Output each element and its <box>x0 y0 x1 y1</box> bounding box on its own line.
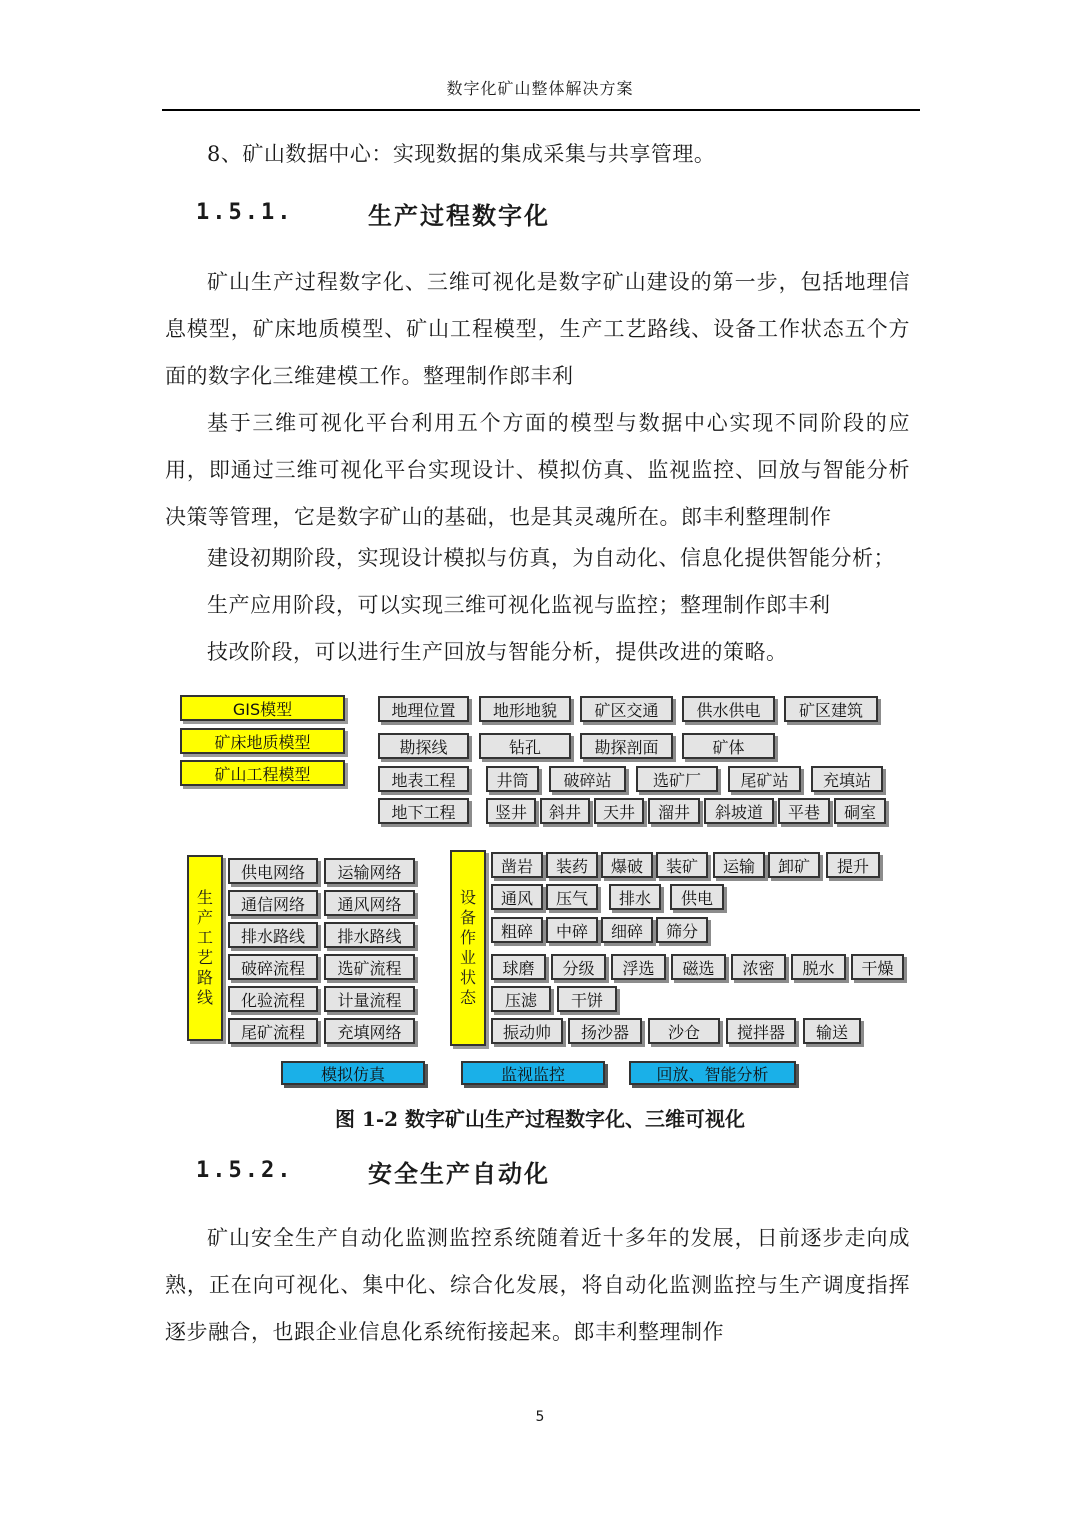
diagram-box: 竖井 <box>486 798 536 824</box>
diagram-box: 选矿流程 <box>324 954 415 980</box>
diagram-box: 斜坡道 <box>704 798 774 824</box>
diagram-box: 中碎 <box>546 917 598 943</box>
diagram-box: 天井 <box>594 798 644 824</box>
diagram-box: 扬沙器 <box>568 1018 642 1044</box>
diagram-box: 通信网络 <box>228 890 318 916</box>
diagram-model-box: GIS模型 <box>180 695 345 721</box>
diagram-box: 地下工程 <box>378 798 469 824</box>
diagram-function-box: 回放、智能分析 <box>629 1061 796 1085</box>
diagram-box: 输送 <box>803 1018 861 1044</box>
diagram-vertical-label: 生产工艺路线 <box>187 855 223 1041</box>
diagram-box: 破碎流程 <box>228 954 318 980</box>
diagram-box: 排水路线 <box>228 922 318 948</box>
diagram-box: 充填网络 <box>324 1018 415 1044</box>
paragraph-line: 生产应用阶段，可以实现三维可视化监视与监控；整理制作郎丰利 <box>207 593 831 617</box>
diagram-box: 装药 <box>546 852 598 878</box>
diagram-box: 供电网络 <box>228 858 318 884</box>
diagram-box: 干燥 <box>851 954 904 980</box>
diagram-box: 压滤 <box>491 986 551 1012</box>
diagram-box: 化验流程 <box>228 986 318 1012</box>
diagram-box: 地表工程 <box>378 766 469 792</box>
diagram-box: 压气 <box>546 884 598 910</box>
diagram-box: 粗碎 <box>491 917 543 943</box>
diagram-box: 浮选 <box>611 954 666 980</box>
diagram-function-box: 监视监控 <box>461 1061 605 1085</box>
diagram-box: 磁选 <box>671 954 726 980</box>
diagram-box: 爆破 <box>601 852 653 878</box>
diagram-box: 装矿 <box>656 852 708 878</box>
diagram-box: 钻孔 <box>479 733 571 759</box>
section-title: 安全生产自动化 <box>368 1159 550 1188</box>
diagram-box: 矿区建筑 <box>784 696 878 722</box>
diagram-box: 斜井 <box>540 798 590 824</box>
diagram-box: 计量流程 <box>324 986 415 1012</box>
diagram-box: 球磨 <box>491 954 546 980</box>
figure-caption: 图 1-2 数字矿山生产过程数字化、三维可视化 <box>334 1107 746 1131</box>
diagram-box: 干饼 <box>557 986 617 1012</box>
diagram-box: 卸矿 <box>768 852 820 878</box>
intro-line: 8、矿山数据中心：实现数据的集成采集与共享管理。 <box>207 142 716 166</box>
diagram-box: 井筒 <box>486 766 539 792</box>
diagram-box: 供电 <box>670 884 724 910</box>
diagram-box: 充填站 <box>811 766 883 792</box>
diagram-box: 分级 <box>551 954 606 980</box>
diagram-box: 平巷 <box>778 798 830 824</box>
diagram-box: 地形地貌 <box>479 696 571 722</box>
diagram-box: 浓密 <box>731 954 786 980</box>
diagram-box: 选矿厂 <box>636 766 718 792</box>
diagram-function-box: 模拟仿真 <box>281 1061 425 1085</box>
diagram-box: 矿区交通 <box>580 696 673 722</box>
diagram-box: 尾矿流程 <box>228 1018 318 1044</box>
paragraph-line: 技改阶段，可以进行生产回放与智能分析，提供改进的策略。 <box>207 640 788 664</box>
diagram-model-box: 矿床地质模型 <box>180 728 345 754</box>
diagram-box: 排水 <box>609 884 661 910</box>
diagram-box: 破碎站 <box>549 766 626 792</box>
diagram-box: 脱水 <box>791 954 846 980</box>
section-number: 1.5.2. <box>196 1158 294 1183</box>
diagram-box: 沙仓 <box>648 1018 720 1044</box>
diagram-box: 勘探剖面 <box>580 733 673 759</box>
diagram-vertical-label: 设备作业状态 <box>450 850 486 1046</box>
diagram-box: 地理位置 <box>378 696 469 722</box>
diagram-box: 勘探线 <box>378 733 469 759</box>
paragraph-line: 建设初期阶段，实现设计模拟与仿真，为自动化、信息化提供智能分析； <box>207 546 895 570</box>
diagram-box: 硐室 <box>834 798 886 824</box>
diagram-box: 尾矿站 <box>728 766 801 792</box>
diagram-box: 凿岩 <box>491 852 543 878</box>
diagram-box: 排水路线 <box>324 922 415 948</box>
page-number: 5 <box>535 1409 545 1425</box>
diagram-box: 筛分 <box>656 917 708 943</box>
diagram-box: 搅拌器 <box>726 1018 796 1044</box>
paragraph: 矿山安全生产自动化监测监控系统随着近十多年的发展，日前逐步走向成熟，正在向可视化、集中化、综合化发展，将自动化监测监控与生产调度指挥逐步融合，也跟企业信息化系统衔接起来。郎丰利整理制作 <box>165 1226 910 1344</box>
diagram-box: 振动帅 <box>491 1018 563 1044</box>
diagram-box: 矿体 <box>682 733 775 759</box>
page-header-title: 数字化矿山整体解决方案 <box>446 79 634 98</box>
diagram-box: 通风网络 <box>324 890 415 916</box>
diagram-box: 溜井 <box>648 798 700 824</box>
diagram-box: 供水供电 <box>682 696 775 722</box>
diagram-box: 细碎 <box>601 917 653 943</box>
paragraph: 基于三维可视化平台利用五个方面的模型与数据中心实现不同阶段的应用，即通过三维可视化平台实现设计、模拟仿真、监视监控、回放与智能分析决策等管理，它是数字矿山的基础，也是其灵魂所在。郎丰利整理制作 <box>165 411 910 529</box>
diagram-model-box: 矿山工程模型 <box>180 760 345 786</box>
diagram-box: 通风 <box>491 884 543 910</box>
section-title: 生产过程数字化 <box>368 201 550 230</box>
paragraph: 矿山生产过程数字化、三维可视化是数字矿山建设的第一步，包括地理信息模型，矿床地质模型、矿山工程模型，生产工艺路线、设备工作状态五个方面的数字化三维建模工作。整理制作郎丰利 <box>165 270 910 388</box>
section-number: 1.5.1. <box>196 200 294 225</box>
diagram-box: 运输网络 <box>324 858 415 884</box>
header-rule <box>162 109 920 111</box>
diagram-box: 提升 <box>826 852 880 878</box>
diagram-box: 运输 <box>713 852 765 878</box>
